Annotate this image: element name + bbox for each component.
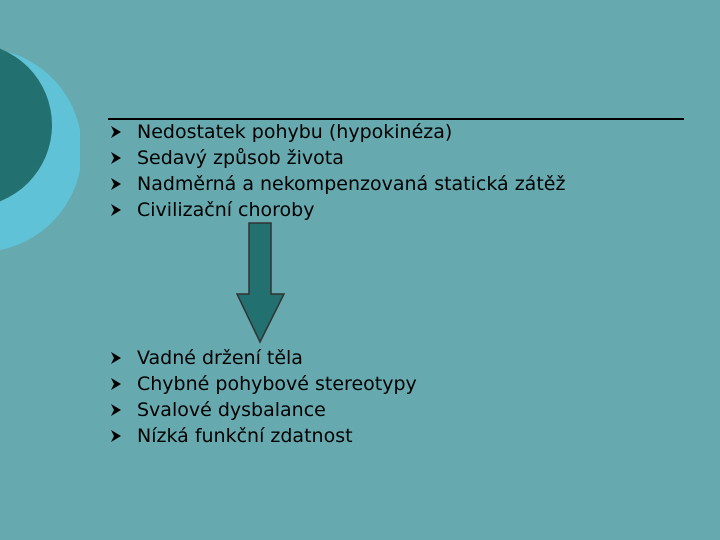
- arrowhead-bullet-icon: [111, 204, 121, 216]
- arrowhead-bullet-icon: [111, 126, 121, 138]
- list-item-label: Svalové dysbalance: [137, 399, 326, 421]
- list-item: [108, 197, 565, 223]
- arrowhead-bullet-icon: [111, 430, 121, 442]
- list-item: [108, 397, 417, 423]
- consequences-list: [108, 345, 417, 449]
- arrowhead-bullet-icon: [111, 404, 121, 416]
- down-arrow-icon: [236, 222, 286, 344]
- list-item: [108, 423, 417, 449]
- causes-list: [108, 119, 565, 223]
- list-item-label: Vadné držení těla: [137, 347, 303, 369]
- decorative-circles: [0, 0, 80, 300]
- arrowhead-bullet-icon: [111, 378, 121, 390]
- list-item: [108, 371, 417, 397]
- list-item-label: Nízká funkční zdatnost: [137, 425, 353, 447]
- list-item-label: Sedavý způsob života: [137, 147, 344, 169]
- list-item: [108, 145, 565, 171]
- list-item: [108, 119, 565, 145]
- arrowhead-bullet-icon: [111, 152, 121, 164]
- arrowhead-bullet-icon: [111, 178, 121, 190]
- list-item-label: Nedostatek pohybu (hypokinéza): [137, 121, 453, 143]
- list-item-label: Chybné pohybové stereotypy: [137, 373, 417, 395]
- list-item-label: Nadměrná a nekompenzovaná statická zátěž: [137, 173, 566, 195]
- list-item: [108, 345, 417, 371]
- list-item-label: Civilizační choroby: [137, 199, 315, 221]
- arrowhead-bullet-icon: [111, 352, 121, 364]
- list-item: [108, 171, 565, 197]
